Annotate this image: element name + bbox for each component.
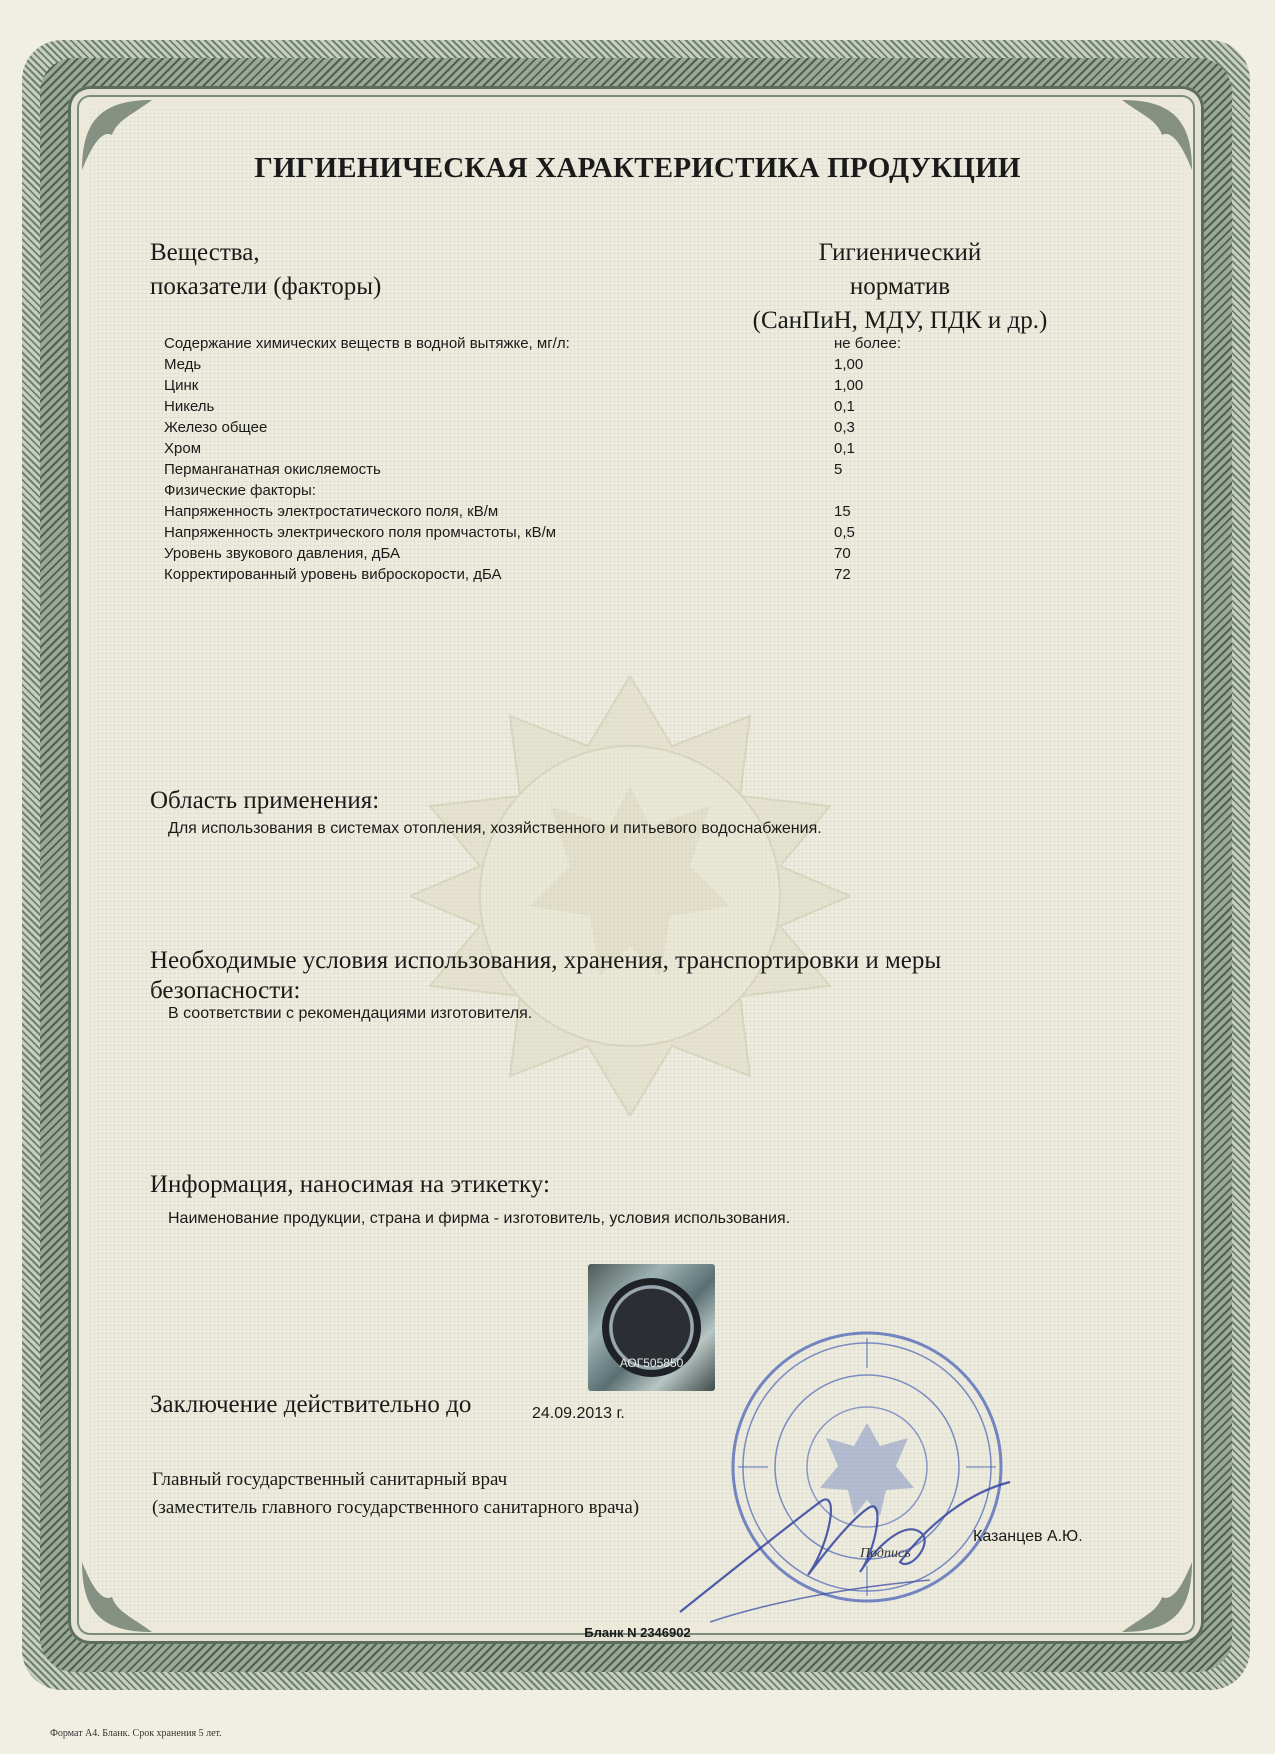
factor-name: Напряженность электрического поля промчастоты, кВ/м (164, 524, 557, 541)
factor-name: Хром (164, 440, 202, 457)
hologram-code: АОГ505850 (619, 1356, 684, 1370)
validity-date: 24.09.2013 г. (532, 1405, 625, 1422)
doctor-title-line: (заместитель главного государственного санитарного врача) (152, 1497, 640, 1518)
factor-row (164, 522, 984, 543)
label-info-text: Наименование продукции, страна и фирма - изготовитель, условия использования. (168, 1210, 791, 1227)
factor-row (164, 501, 984, 522)
factor-row (164, 375, 984, 396)
factor-value: 5 (834, 461, 843, 478)
factor-value: 70 (834, 545, 851, 562)
doctor-title-line: Главный государственный санитарный врач (152, 1469, 508, 1490)
blank-number: Бланк N 2346902 (584, 1625, 691, 1640)
column-header-line: показатели (факторы) (150, 273, 382, 300)
application-heading: Область применения: (150, 787, 380, 814)
hologram-sticker (588, 1264, 715, 1391)
factor-value: 0,1 (834, 398, 855, 415)
factor-value: 15 (834, 503, 851, 520)
label-info-heading: Информация, наносимая на этикетку: (150, 1171, 550, 1198)
document-title: ГИГИЕНИЧЕСКАЯ ХАРАКТЕРИСТИКА ПРОДУКЦИИ (254, 152, 1021, 184)
factor-name: Корректированный уровень виброскорости, дБА (164, 566, 502, 583)
factor-name: Железо общее (164, 419, 268, 436)
factor-name: Уровень звукового давления, дБА (164, 545, 401, 562)
factor-row (164, 396, 984, 417)
factor-row (164, 438, 984, 459)
conditions-heading-line: Необходимые условия использования, хранения, транспортировки и меры (150, 947, 942, 974)
column-header-line: Гигиенический (818, 239, 982, 266)
factor-name: Никель (164, 398, 215, 415)
factor-row (164, 333, 984, 354)
factor-value: 72 (834, 566, 851, 583)
conditions-text: В соответствии с рекомендациями изготовителя. (168, 1005, 533, 1022)
factor-name: Физические факторы: (164, 482, 316, 499)
factor-name: Перманганатная окисляемость (164, 461, 381, 478)
factor-name: Медь (164, 356, 202, 373)
column-header-line: Вещества, (150, 239, 260, 266)
factor-row (164, 543, 984, 564)
factor-row (164, 354, 984, 375)
factor-row (164, 459, 984, 480)
signer-name: Казанцев А.Ю. (973, 1528, 1083, 1545)
eagle-watermark-icon (410, 676, 850, 1116)
conditions-heading-line: безопасности: (150, 977, 301, 1004)
factor-value: 0,1 (834, 440, 855, 457)
factor-value: 0,3 (834, 419, 855, 436)
factor-row (164, 480, 984, 501)
factor-name: Цинк (164, 377, 199, 394)
factor-value: 1,00 (834, 377, 864, 394)
factor-value: 1,00 (834, 356, 864, 373)
application-text: Для использования в системах отопления, хозяйственного и питьевого водоснабжения. (168, 820, 822, 837)
validity-label: Заключение действительно до (150, 1391, 472, 1418)
signature-icon (670, 1462, 1030, 1632)
factor-row (164, 417, 984, 438)
conditions-heading (150, 946, 941, 1006)
doctor-title (152, 1466, 639, 1522)
factor-value: не более: (834, 335, 902, 352)
factor-name: Содержание химических веществ в водной вытяжке, мг/л: (164, 335, 570, 352)
column-header-line: (СанПиН, МДУ, ПДК и др.) (752, 307, 1048, 334)
column-header-substances (150, 236, 381, 304)
signature-label: Подпись (860, 1546, 911, 1561)
footer-note: Формат А4. Бланк. Срок хранения 5 лет. (50, 1728, 222, 1739)
factor-row (164, 564, 984, 585)
column-header-norm (700, 236, 1100, 338)
factors-table (164, 333, 984, 585)
column-header-line: норматив (849, 273, 951, 300)
factor-value: 0,5 (834, 524, 855, 541)
factor-name: Напряженность электростатического поля, кВ/м (164, 503, 499, 520)
